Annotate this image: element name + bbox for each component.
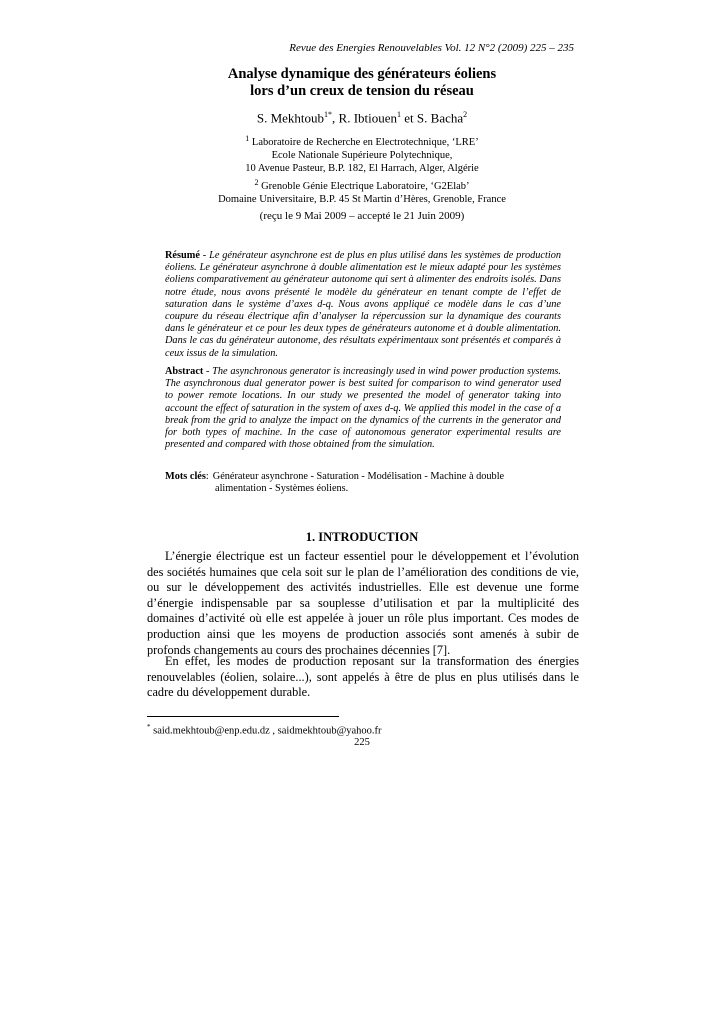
page-number: 225 (354, 737, 370, 748)
footnote-marker: * (147, 723, 151, 731)
title-line-1: Analyse dynamique des générateurs éoliens (227, 66, 497, 82)
affiliation-number: 2 (254, 177, 259, 187)
affiliation-1-line-1 (0, 132, 724, 149)
resume-label: Résumé (165, 250, 200, 261)
keywords-label: Mots clés (165, 471, 206, 482)
footnote (147, 723, 382, 737)
author-affil-mark: 2 (463, 110, 468, 119)
footnote-divider (147, 716, 339, 717)
author-name: R. Ibtiouen (338, 110, 398, 126)
affiliation-text: Laboratoire de Recherche en Electrotechnique, ‘LRE’ (251, 137, 479, 148)
resume-text: Le générateur asynchrone est de plus en plus utilisé dans les systèmes de production éoliens. Le générateur asynchrone à double alimentation est le mieux adapté pour les systèmes éoliens comparativement au générateur autonome qui sert à alimenter des endroits isolés. Dans notre étude, nous avons présenté le modèle du générateur en tenant compte de l’effet de saturation dans le système d’axes d-q. Nous avons appliqué ce modèle dans le cas d’une coupure du réseau électrique afin d’analyser la répercussion sur la dynamique des courants dans le générateur et ce pour les deux types de générateurs autonome et à double alimentation. Dans le cas du générateur autonome, des résultats expérimentaux sont présentés et comparés à ceux issus de la simulation. (165, 250, 561, 359)
affiliation-number: 1 (245, 134, 250, 143)
author-name: S. Bacha (416, 110, 464, 126)
body-paragraph-1: L’énergie électrique est un facteur essentiel pour le développement et l’évolution des sociétés humaines que cela soit sur le plan de l’amélioration des conditions de vie, ou sur le développement des activités industrielles. Elle est devenue une forme d’énergie indispensable par sa souplesse d’utilisation et par la multiplicité des domaines d’activité où elle est appelée à jouer un rôle plus important. Ces modes de production ainsi que les moyens de production associés sont amenés à subir de profonds changements au cours des prochaines décennies [7]. (147, 549, 579, 657)
author-affil-mark: 1 (397, 110, 402, 119)
title-line-2: lors d’un creux de tension du réseau (250, 83, 474, 99)
section-heading: 1. INTRODUCTION (305, 530, 419, 544)
running-head: Revue des Energies Renouvelables Vol. 12 N°2 (2009) 225 – 235 (289, 42, 574, 54)
abstract-label: Abstract (165, 366, 204, 377)
affiliation-1-line-2: Ecole Nationale Supérieure Polytechnique, (271, 150, 453, 162)
keywords-line-2: alimentation - Systèmes éoliens. (215, 483, 349, 495)
abstract-block: Abstract - The asynchronous generator is increasingly used in wind power production systems. The asynchronous dual generator power is best suited for comparison to wind generator used to power remote locations. In our study we presented the model of generator taking into account the effect of saturation in the system of axes d-q. We applied this model in the case of a break from the grid to analyze the impact on the dynamics of the currents in the generator and for both types of machine. In the case of autonomous generator experimental results are presented and compared with those obtained from the simulation. (165, 366, 561, 451)
footnote-emails: said.mekhtoub@enp.edu.dz , saidmekhtoub@yahoo.fr (153, 725, 382, 737)
affiliations (0, 132, 724, 206)
keywords-block: Mots clés : Générateur asynchrone - Saturation - Modélisation - Machine à double alimentation - Systèmes éoliens. (165, 471, 561, 495)
affiliation-2-line-2: Domaine Universitaire, B.P. 45 St Martin d’Hères, Grenoble, France (218, 193, 506, 205)
affiliation-text: Grenoble Génie Electrique Laboratoire, ‘G2Elab’ (261, 180, 470, 192)
author-affil-mark: 1* (324, 110, 333, 119)
abstract-text: The asynchronous generator is increasingly used in wind power production systems. The asynchronous dual generator power is best suited for comparison to wind generator used to power remote locations. In our study we presented the model of generator taking into account the effect of saturation in the system of axes d-q. We applied this model in the case of a break from the grid to analyze the impact on the dynamics of the currents in the generator and for both types of machine. In the case of autonomous generator experimental results are presented and compared with those obtained from the simulation. (165, 366, 561, 451)
keywords-line-1: Générateur asynchrone - Saturation - Modélisation - Machine à double (212, 471, 505, 482)
affiliation-2-line-1 (0, 176, 724, 193)
body-paragraph-2: En effet, les modes de production reposant sur la transformation des énergies renouvelables (éolien, solaire...), sont appelés à être de plus en plus utilisés dans le cadre du développement durable. (147, 654, 579, 700)
author-separator: , (332, 110, 339, 126)
author-list (0, 107, 724, 126)
author-separator: et (401, 110, 417, 126)
affiliation-1-line-3: 10 Avenue Pasteur, B.P. 182, El Harrach, Alger, Algérie (245, 163, 479, 175)
resume-block: Résumé - Le générateur asynchrone est de plus en plus utilisé dans les systèmes de production éoliens. Le générateur asynchrone à double alimentation est le mieux adapté pour les systèmes éoliens comparativement au générateur autonome qui sert à alimenter des endroits isolés. Dans notre étude, nous avons présenté le modèle du générateur en tenant compte de l’effet de saturation dans le système d’axes d-q. Nous avons appliqué ce modèle dans le cas d’une coupure du réseau électrique afin d’analyser la répercussion sur la dynamique des courants dans le générateur et ce pour les deux types de générateurs autonome et à double alimentation. Dans le cas du générateur autonome, des résultats expérimentaux sont présentés et comparés à ceux issus de la simulation. (165, 250, 561, 359)
paper-title (0, 66, 724, 100)
author-name: S. Mekhtoub (256, 110, 325, 126)
received-dates: (reçu le 9 Mai 2009 – accepté le 21 Juin 2009) (259, 210, 465, 222)
